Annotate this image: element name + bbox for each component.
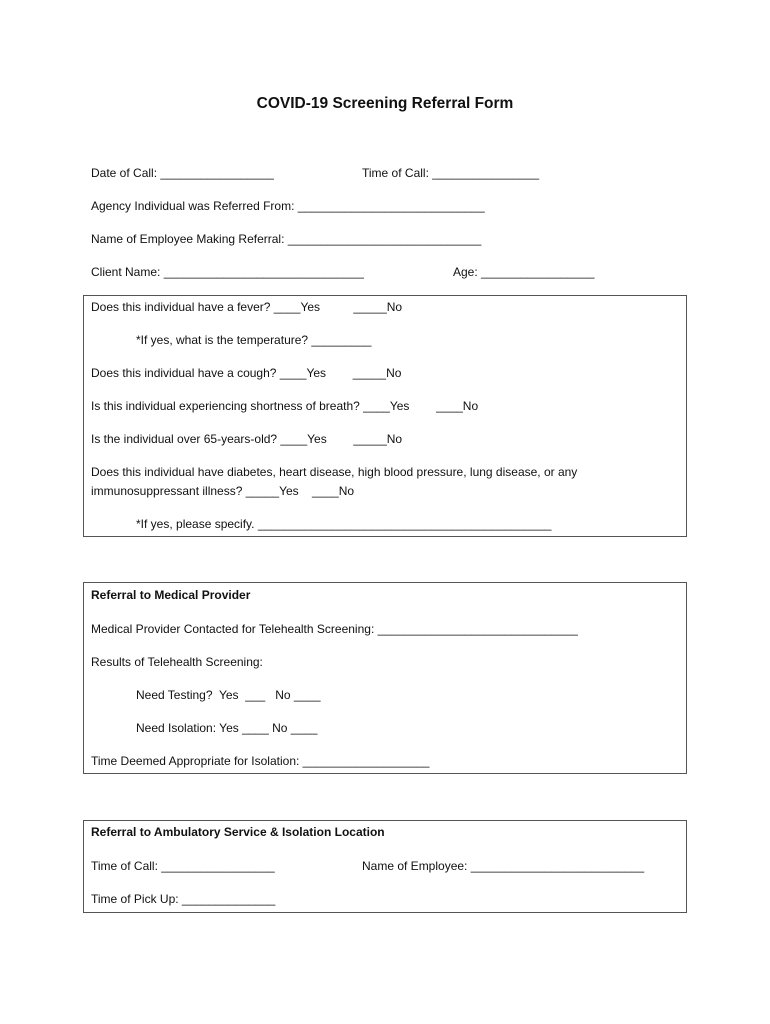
temperature-question[interactable]: *If yes, what is the temperature? _________	[136, 333, 372, 347]
over65-question[interactable]: Is the individual over 65-years-old? ____Yes _____No	[91, 432, 403, 446]
isolation-time-field[interactable]: Time Deemed Appropriate for Isolation: ___________________	[91, 754, 430, 768]
conditions-question-line1: Does this individual have diabetes, heart disease, high blood pressure, lung disease, or any	[91, 465, 578, 479]
specify-field[interactable]: *If yes, please specify. ____________________________________________	[136, 517, 552, 531]
provider-contacted-field[interactable]: Medical Provider Contacted for Telehealth Screening: ______________________________	[91, 622, 578, 636]
time-of-call-field[interactable]: Time of Call: ________________	[362, 166, 540, 180]
need-isolation-field[interactable]: Need Isolation: Yes ____ No ____	[136, 721, 318, 735]
date-of-call-field[interactable]: Date of Call: _________________	[91, 166, 274, 180]
breath-question[interactable]: Is this individual experiencing shortness of breath? ____Yes ____No	[91, 399, 479, 413]
telehealth-results-label: Results of Telehealth Screening:	[91, 655, 263, 669]
medical-section-heading: Referral to Medical Provider	[91, 588, 251, 602]
page-title: COVID-19 Screening Referral Form	[256, 95, 514, 112]
medical-provider-section	[83, 582, 687, 774]
pickup-time-field[interactable]: Time of Pick Up: ______________	[91, 892, 276, 906]
age-field[interactable]: Age: _________________	[453, 265, 595, 279]
need-testing-field[interactable]: Need Testing? Yes ___ No ____	[136, 688, 321, 702]
ambulatory-time-of-call-field[interactable]: Time of Call: _________________	[91, 859, 275, 873]
employee-referral-field[interactable]: Name of Employee Making Referral: _____________________________	[91, 232, 482, 246]
ambulatory-employee-field[interactable]: Name of Employee: __________________________	[362, 859, 645, 873]
agency-field[interactable]: Agency Individual was Referred From: ____________________________	[91, 199, 485, 213]
ambulatory-section-heading: Referral to Ambulatory Service & Isolation Location	[91, 825, 385, 839]
conditions-question-line2[interactable]: immunosuppressant illness? _____Yes ____No	[91, 484, 355, 498]
cough-question[interactable]: Does this individual have a cough? ____Yes _____No	[91, 366, 402, 380]
client-name-field[interactable]: Client Name: ______________________________	[91, 265, 364, 279]
fever-question[interactable]: Does this individual have a fever? ____Yes _____No	[91, 300, 403, 314]
